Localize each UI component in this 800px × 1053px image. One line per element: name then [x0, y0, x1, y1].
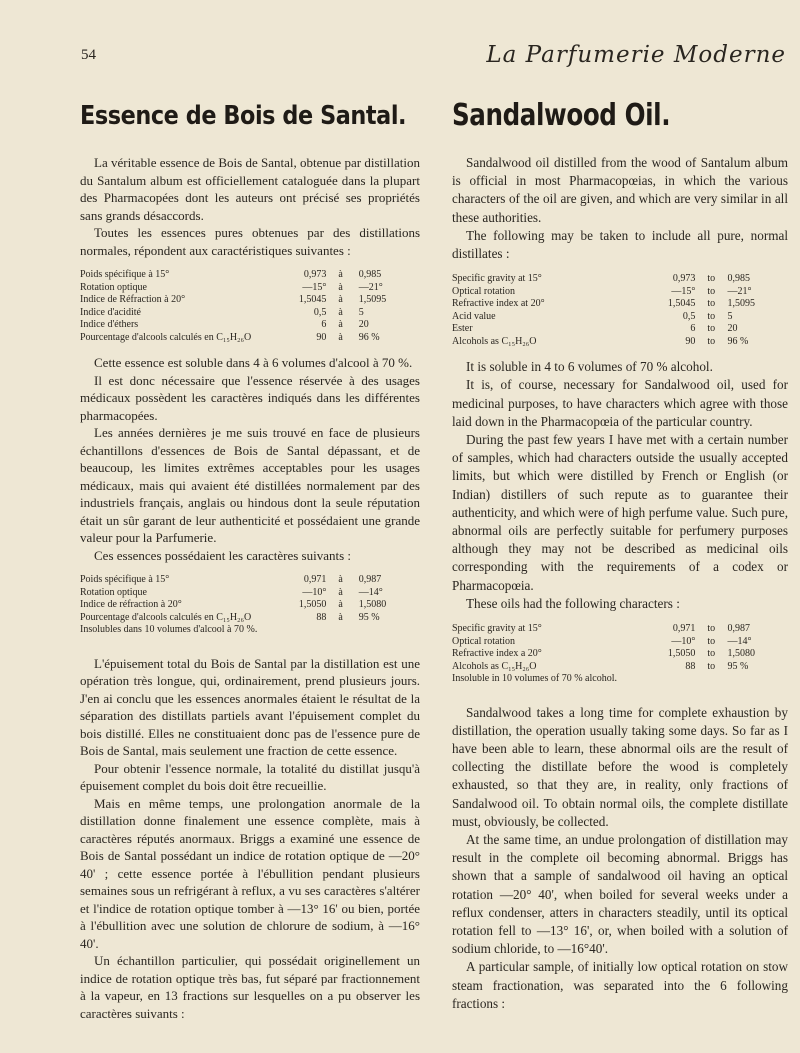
- range-connector: to: [707, 285, 716, 297]
- table-row: [80, 319, 420, 332]
- value-min: 90: [685, 335, 696, 347]
- range-connector: to: [707, 273, 716, 285]
- english-paragraph-8: At the same time, an undue prolongation of distillation may result in the complete oil becoming abnormal. Briggs has shown that a sample of sandalwood oil having an optical rotation —20° 40', when boiled for several weeks under a reflux condenser, atters in characters steadily, until its optical rotation fell to —13° 16', or, when boiled with a solution of sodium chloride, to —16°40'.: [452, 831, 788, 957]
- french-column: [80, 92, 420, 1022]
- table-row: [80, 599, 420, 612]
- table-row: [452, 636, 788, 649]
- value-min: 1,5045: [667, 298, 696, 310]
- english-paragraph-6: These oils had the following characters :: [466, 595, 680, 611]
- property-name: Specific gravity at 15°: [452, 273, 542, 285]
- table-row: [452, 273, 788, 286]
- value-max: 96 %: [358, 331, 380, 343]
- property-name: Refractive index a 20°: [452, 648, 542, 660]
- property-name: Specific gravity at 15°: [452, 623, 542, 635]
- value-max: —14°: [727, 635, 752, 647]
- value-min: 0,5: [313, 306, 327, 318]
- english-table-1: [452, 273, 788, 348]
- table-row: [80, 612, 420, 625]
- table-row: [80, 282, 420, 295]
- table-row: [452, 323, 788, 336]
- table-row: [452, 336, 788, 349]
- range-connector: à: [338, 611, 343, 623]
- range-connector: à: [338, 281, 343, 293]
- range-connector: to: [707, 335, 716, 347]
- page-number: 54: [81, 47, 96, 63]
- property-name: Optical rotation: [452, 285, 516, 297]
- range-connector: à: [338, 331, 343, 343]
- value-max: —21°: [358, 281, 383, 293]
- french-paragraph-9: Mais en même temps, une prolongation anormale de la distillation donne finalement une essence complète, mais à caractères réputés anormaux. Briggs a examiné une essence de Bois de Santal possédant un indice de rotation optique de —20° 40' ; cette essence portée à l'ébullition pendant plusieurs semaines sous un refrigérant à reflux, a vu ses caractères s'altérer et l'indice de rotation optique tomber à —13° 16' ou bien, portée à l'ébullition avec une solution de chlorure de sodium, à —16° 40'.: [80, 795, 420, 951]
- table-row: [80, 294, 420, 307]
- english-paragraph-4: It is, of course, necessary for Sandalwood oil, used for medicinal purposes, to have characters which agree with those laid down in the Pharmacopœia of the particular country.: [452, 377, 788, 429]
- property-name: Rotation optique: [80, 586, 147, 598]
- value-min: 88: [316, 611, 327, 623]
- property-name: Indice de réfraction à 20°: [80, 599, 182, 610]
- value-max: 0,987: [358, 574, 382, 585]
- french-table-2: [80, 574, 420, 637]
- english-paragraph-5: During the past few years I have met with a certain number of samples, which had characters outside the usually accepted limits, but which were distilled by French or English (or Indian) distillers of such repute as to guarantee their authenticity, and which were of high perfume value. Such pure, abnormal oils are perfectly suitable for perfumery purposes although they may not be described as medicinal oils corresponding with the requirements of a codex or Pharmacopœia.: [452, 432, 788, 593]
- value-min: —15°: [671, 285, 696, 297]
- english-column: [452, 92, 788, 1013]
- value-max: 95 %: [358, 611, 380, 623]
- french-paragraph-6: Ces essences possédaient les caractères suivants :: [94, 547, 352, 563]
- value-min: 0,971: [303, 574, 327, 585]
- table-row: [80, 624, 420, 637]
- table-row: [452, 661, 788, 674]
- value-max: —14°: [358, 586, 383, 598]
- table-row: [452, 623, 788, 636]
- table-row: [80, 587, 420, 600]
- property-name: Indice d'éthers: [80, 319, 139, 330]
- range-connector: to: [707, 298, 716, 310]
- range-connector: à: [338, 306, 343, 318]
- french-title: Essence de Bois de Santal.: [80, 101, 407, 131]
- property-name: Optical rotation: [452, 635, 516, 647]
- table-row: [80, 307, 420, 320]
- table-row: [452, 648, 788, 661]
- table-row: [452, 298, 788, 311]
- english-paragraph-7: Sandalwood takes a long time for complete exhaustion by distillation, the operation usually taking some days. So far as I have been able to learn, these abnormal oils are the result of collecting the distillate before the wood is completely exhausted, so that they are, in reality, only fractions of Sandalwood oil. To obtain normal oils, the complete distillate must, obviously, be collected.: [452, 704, 788, 829]
- french-intro: La véritable essence de Bois de Santal, obtenue par distillation du Santalum album est officiellement cataloguée dans la plupart des Pharmacopées dont les auteurs ont précisé ses propriétés sans grands désaccords.: [80, 155, 420, 223]
- property-name: Acid value: [452, 310, 496, 322]
- table-row: [80, 574, 420, 587]
- french-paragraph-7: L'épuisement total du Bois de Santal par la distillation est une opération très longue, qui, ordinairement, prend plusieurs jours. J'en ai conclu que les essences anormales étaient le résultat de la séparation des distillats partiels avant l'épuisement complet du bois distillé. Elles ne constituaient donc pas de l'essence pure de Bois de Santal, mais seulement une fraction de cette essence.: [80, 655, 420, 758]
- french-intro2: Toutes les essences pures obtenues par des distillations normales, répondent aux caractéristiques suivantes :: [80, 225, 420, 258]
- property-name: Alcohols as C₁₅H₂₆O: [452, 660, 537, 672]
- french-paragraph-4: Il est donc nécessaire que l'essence réservée à des usages médicaux possèdent les caractères indiqués dans les différentes pharmacopées.: [80, 372, 420, 423]
- value-max: 96 %: [727, 335, 749, 347]
- value-min: 6: [690, 323, 696, 335]
- french-paragraph-5: Les années dernières je me suis trouvé en face de plusieurs échantillons d'essences de Bois de Santal dépassant, et de beaucoup, les limites extrêmes acceptables pour les usages médicaux, mais qui avaient été distillées normalement par des industriels français, anglais ou hindous dont la seule réputation était un sûr garant de leur authenticité et possédaient une grande valeur pour la Parfumerie.: [80, 425, 420, 545]
- property-name: Pourcentage d'alcools calculés en C₁₅H₂₆O: [80, 611, 252, 623]
- value-max: 0,985: [727, 273, 751, 285]
- value-min: 1,5050: [298, 599, 327, 610]
- value-min: —10°: [302, 586, 327, 598]
- property-name: Ester: [452, 323, 473, 335]
- value-min: 6: [321, 319, 327, 330]
- value-max: 1,5095: [358, 294, 387, 305]
- range-connector: à: [338, 319, 343, 330]
- value-max: 5: [727, 310, 733, 322]
- french-paragraph-8: Pour obtenir l'essence normale, la totalité du distillat jusqu'à épuisement complet du bois doit être recueillie.: [80, 760, 420, 793]
- value-max: 1,5080: [358, 599, 387, 610]
- property-name: Rotation optique: [80, 281, 147, 293]
- table-row: [80, 332, 420, 345]
- property-name: Insoluble in 10 volumes of 70 % alcohol.: [452, 673, 617, 685]
- range-connector: to: [707, 623, 716, 635]
- property-name: Pourcentage d'alcools calculés en C₁₅H₂₆O: [80, 331, 252, 343]
- french-table-1: [80, 269, 420, 344]
- range-connector: to: [707, 635, 716, 647]
- range-connector: à: [338, 574, 343, 585]
- table-row: [452, 286, 788, 299]
- value-min: 0,5: [682, 310, 696, 322]
- english-table-2: [452, 623, 788, 686]
- french-paragraph-3: Cette essence est soluble dans 4 à 6 volumes d'alcool à 70 %.: [94, 355, 413, 370]
- value-max: 5: [358, 306, 364, 318]
- value-min: 0,973: [672, 273, 696, 285]
- masthead: La Parfumerie Moderne: [486, 42, 786, 68]
- property-name: Alcohols as C₁₅H₂₆O: [452, 335, 537, 347]
- value-max: 95 %: [727, 660, 749, 672]
- value-max: 20: [358, 319, 369, 330]
- english-title: Sandalwood Oil.: [452, 98, 671, 133]
- french-paragraph-10: Un échantillon particulier, qui possédait originellement un indice de rotation optique très bas, fut séparé par fractionnement à la vapeur, en 13 fractions sur lesquelles on a pu observer les caractères suivants :: [80, 953, 420, 1021]
- table-row: [452, 311, 788, 324]
- range-connector: à: [338, 599, 343, 610]
- value-min: —15°: [302, 281, 327, 293]
- range-connector: to: [707, 310, 716, 322]
- value-min: 1,5045: [298, 294, 327, 305]
- table-row: [452, 673, 788, 686]
- english-intro: Sandalwood oil distilled from the wood of Santalum album is official in most Pharmacopœias, in which the various characters of the oil are given, and which are very similar in all these authorities.: [452, 155, 788, 225]
- english-paragraph-3: It is soluble in 4 to 6 volumes of 70 % alcohol.: [466, 359, 713, 375]
- value-min: 0,973: [303, 269, 327, 280]
- table-row: [80, 269, 420, 282]
- english-paragraph-9: A particular sample, of initially low optical rotation on stow steam fractionation, was separated into the 6 following fractions :: [452, 959, 788, 1011]
- value-min: 1,5050: [667, 648, 696, 660]
- range-connector: to: [707, 660, 716, 672]
- property-name: Refractive index at 20°: [452, 298, 545, 310]
- value-max: 1,5095: [727, 298, 756, 310]
- range-connector: à: [338, 294, 343, 305]
- value-max: 20: [727, 323, 738, 335]
- property-name: Indice d'acidité: [80, 306, 141, 318]
- value-min: 90: [316, 331, 327, 343]
- value-min: —10°: [671, 635, 696, 647]
- value-min: 0,971: [672, 623, 696, 635]
- property-name: Poids spécifique à 15°: [80, 574, 170, 585]
- value-max: 1,5080: [727, 648, 756, 660]
- range-connector: to: [707, 648, 716, 660]
- property-name: Indice de Réfraction à 20°: [80, 294, 186, 305]
- value-max: 0,987: [727, 623, 751, 635]
- property-name: Poids spécifique à 15°: [80, 269, 170, 280]
- property-name: Insolubles dans 10 volumes d'alcool à 70 %.: [80, 624, 258, 635]
- value-max: 0,985: [358, 269, 382, 280]
- english-intro2: The following may be taken to include all pure, normal distillates :: [452, 227, 788, 262]
- range-connector: à: [338, 269, 343, 280]
- range-connector: à: [338, 586, 343, 598]
- value-min: 88: [685, 660, 696, 672]
- value-max: —21°: [727, 285, 752, 297]
- range-connector: to: [707, 323, 716, 335]
